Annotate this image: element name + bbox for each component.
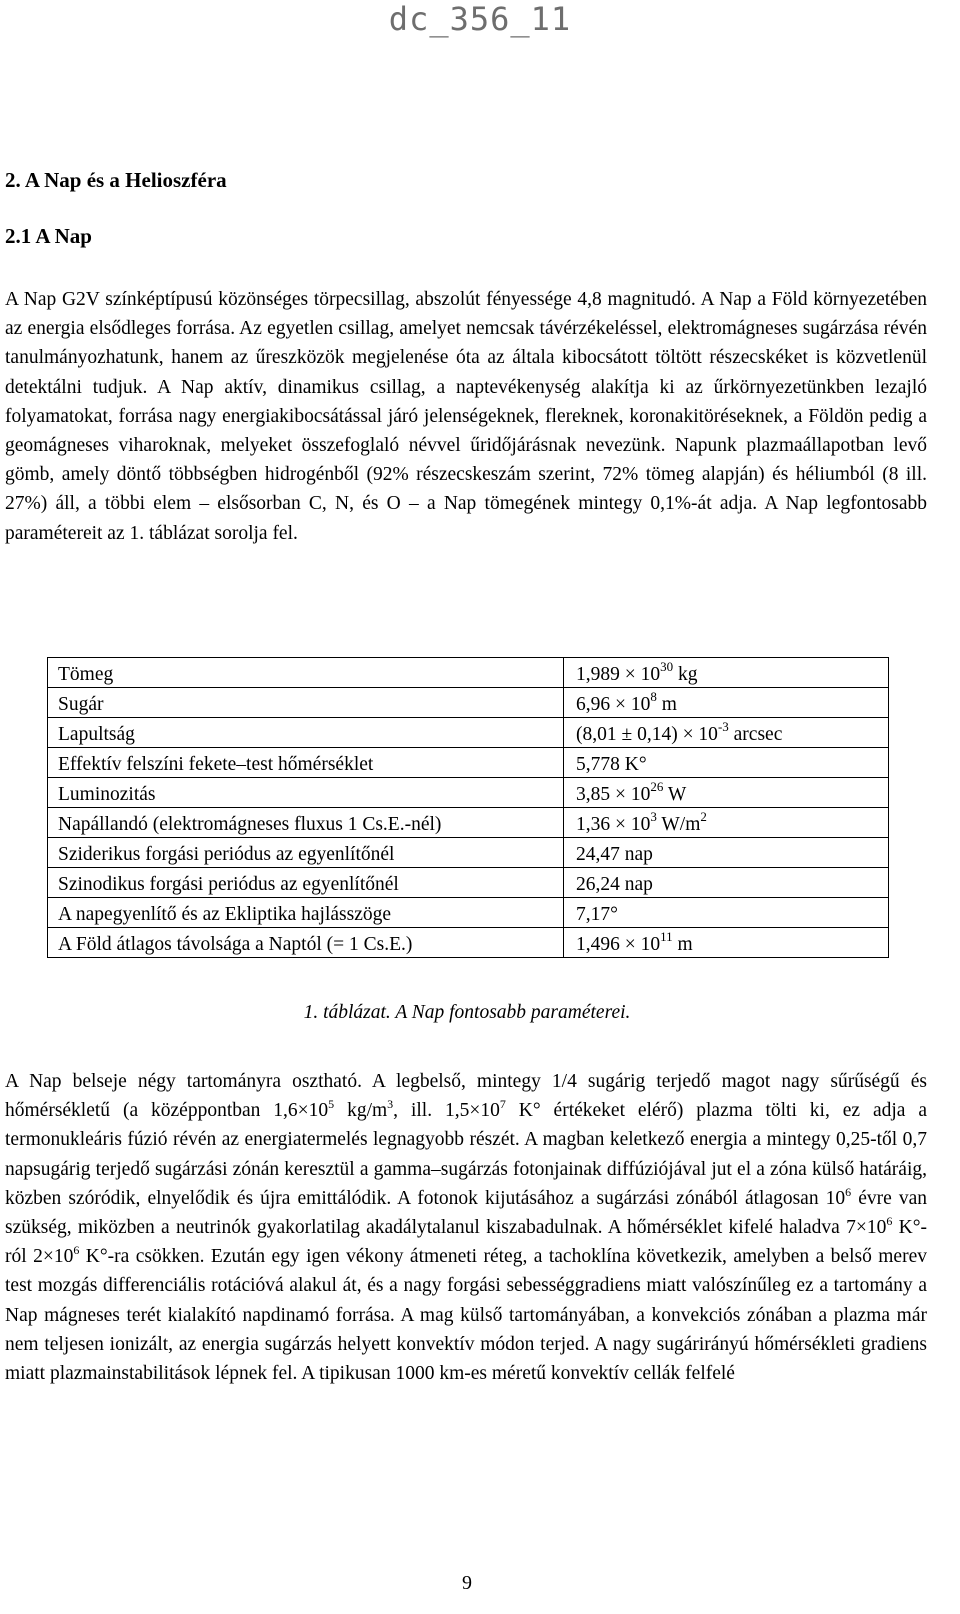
table-row bbox=[48, 688, 889, 718]
paragraph-text: évre van szükség, miközben a neutrinók gyakorlatilag akadálytalanul kiszabadulnak. A hőmérséklet kifelé haladva 7×10 bbox=[5, 1187, 927, 1239]
parameter-name: Effektív felszíni fekete–test hőmérséklet bbox=[48, 748, 564, 778]
table-row bbox=[48, 898, 889, 928]
value-text: 3,85 × 10 bbox=[576, 784, 651, 805]
parameter-name: A napegyenlítő és az Ekliptika hajlásszöge bbox=[48, 898, 564, 928]
parameter-value bbox=[564, 778, 889, 808]
subsection-title: 2.1 A Nap bbox=[5, 224, 92, 248]
parameter-value bbox=[564, 658, 889, 688]
paragraph-text: A Nap belseje négy tartományra osztható. A legbelső, mintegy 1/4 sugárig terjedő magot nagy sűrűségű és hőmérsékletű (a középpontban 1,6×10 bbox=[5, 1071, 927, 1122]
parameter-value bbox=[564, 688, 889, 718]
superscript: 3 bbox=[387, 1097, 394, 1112]
value-text: 5,778 K° bbox=[576, 754, 647, 775]
paragraph-text: kg/m bbox=[334, 1100, 388, 1122]
value-text: 1,36 × 10 bbox=[576, 814, 651, 835]
value-text: W/m bbox=[656, 814, 701, 835]
intro-paragraph: A Nap G2V színképtípusú közönséges törpecsillag, abszolút fényessége 4,8 magnitudó. A Nap a Föld környezetében az energia elsődleges forrása. Az egyetlen csillag, amelyet nemcsak távérzékeléssel, elektromágneses sugárzása révén tanulmányozhatunk, hanem az űreszközök megjelenése óta az általa kibocsátott töltött részecskéket is közvetlenül detektálni tudjuk. A Nap aktív, dinamikus csillag, a naptevékenység alakítja ki az űrkörnyezetünkben lezajló folyamatokat, forrása nagy energiakibocsátással járó jelenségeknek, flereknek, koronakitöréseknek, a Földön pedig a geomágneses viharoknak, melyeket összefoglaló névvel űridőjárásnak nevezünk. Napunk plazmaállapotban levő gömb, amely döntő többségben hidrogénből (92% részecskeszám szerint, 72% tömeg alapján) és héliumból (8 ill. 27%) áll, a többi elem – elsősorban C, N, és O – a Nap tömegének mintegy 0,1%-át adja. A Nap legfontosabb paramétereit az 1. táblázat sorolja fel. bbox=[5, 289, 927, 544]
parameter-name: Szinodikus forgási periódus az egyenlítőnél bbox=[48, 868, 564, 898]
document-id-header: dc_356_11 bbox=[388, 0, 572, 38]
value-text: m bbox=[672, 934, 693, 955]
value-text: W bbox=[663, 784, 687, 805]
exponent: -3 bbox=[717, 719, 729, 734]
exponent: 11 bbox=[660, 929, 673, 944]
table-row bbox=[48, 928, 889, 958]
parameter-name: Luminozitás bbox=[48, 778, 564, 808]
value-text: 1,496 × 10 bbox=[576, 934, 661, 955]
interior-paragraph bbox=[5, 1067, 927, 1388]
value-text: kg bbox=[673, 664, 698, 685]
value-text: m bbox=[656, 694, 677, 715]
parameter-value bbox=[564, 718, 889, 748]
parameter-name: Tömeg bbox=[48, 658, 564, 688]
value-text: 24,47 nap bbox=[576, 844, 653, 865]
parameter-value bbox=[564, 928, 889, 958]
section-title: 2. A Nap és a Helioszféra bbox=[5, 168, 227, 192]
page-number: 9 bbox=[462, 1572, 472, 1594]
parameter-name: Sugár bbox=[48, 688, 564, 718]
table-row bbox=[48, 838, 889, 868]
exponent: 30 bbox=[660, 659, 674, 674]
exponent: 2 bbox=[700, 809, 707, 824]
paragraph-text: K°-ra csökken. Ezután egy igen vékony átmeneti réteg, a tachoklína következik, amelyben a belső merev test mozgás differenciális rotációvá alakul át, és a nagy forgási sebességgradiens miatt valószínűleg ez a tartomány a Nap mágneses terét kialakító napdinamó forrása. A mag külső tartományában, a konvekciós zónában a plazma már nem teljesen ionizált, az energia sugárzás helyett konvektív módon terjed. A nagy sugárirányú hőmérsékleti gradiens miatt plazmainstabilitások lépnek fel. A tipikusan 1000 km-es méretű konvektív cellák felfelé bbox=[5, 1246, 927, 1385]
parameter-name: Sziderikus forgási periódus az egyenlítőnél bbox=[48, 838, 564, 868]
paragraph-text: K° értékeket elérő) plazma tölti ki, ez adja a termonukleáris fúzió révén az energiatermelés legnagyobb részét. A magban keletkező energia a mintegy 0,25-től 0,7 napsugárig terjedő sugárzási zónán keresztül a gamma–sugárzás fotonjainak diffúziójával jut el a zóna külső határáig, közben szóródik, elnyelődik és újra emittálódik. A fotonok kijutásához a sugárzási zónából átlagosan 10 bbox=[5, 1100, 927, 1209]
exponent: 26 bbox=[650, 779, 664, 794]
paragraph-text: , ill. 1,5×10 bbox=[393, 1100, 500, 1122]
table-row bbox=[48, 808, 889, 838]
superscript: 6 bbox=[845, 1184, 852, 1199]
table-caption: 1. táblázat. A Nap fontosabb paraméterei. bbox=[303, 1002, 631, 1023]
table-row bbox=[48, 658, 889, 688]
superscript: 7 bbox=[499, 1097, 506, 1112]
paragraph-text: K°-ról 2×10 bbox=[5, 1217, 927, 1268]
table-row bbox=[48, 868, 889, 898]
parameter-value bbox=[564, 748, 889, 778]
value-text: 1,989 × 10 bbox=[576, 664, 661, 685]
parameter-name: Lapultság bbox=[48, 718, 564, 748]
exponent: 3 bbox=[650, 809, 657, 824]
parameter-value bbox=[564, 868, 889, 898]
parameter-value bbox=[564, 808, 889, 838]
parameter-value bbox=[564, 838, 889, 868]
value-text: 7,17° bbox=[576, 904, 618, 925]
value-text: arcsec bbox=[728, 724, 783, 745]
parameter-name: Napállandó (elektromágneses fluxus 1 Cs.E.-nél) bbox=[48, 808, 564, 838]
parameter-value bbox=[564, 898, 889, 928]
table-row bbox=[48, 748, 889, 778]
value-text: (8,01 ± 0,14) × 10 bbox=[576, 724, 718, 745]
superscript: 5 bbox=[328, 1097, 335, 1112]
exponent: 8 bbox=[650, 689, 657, 704]
value-text: 26,24 nap bbox=[576, 874, 653, 895]
superscript: 6 bbox=[73, 1243, 80, 1258]
parameter-name: A Föld átlagos távolsága a Naptól (= 1 Cs.E.) bbox=[48, 928, 564, 958]
superscript: 6 bbox=[886, 1214, 893, 1229]
sun-parameters-table bbox=[47, 657, 889, 958]
table-row bbox=[48, 718, 889, 748]
value-text: 6,96 × 10 bbox=[576, 694, 651, 715]
table-row bbox=[48, 778, 889, 808]
